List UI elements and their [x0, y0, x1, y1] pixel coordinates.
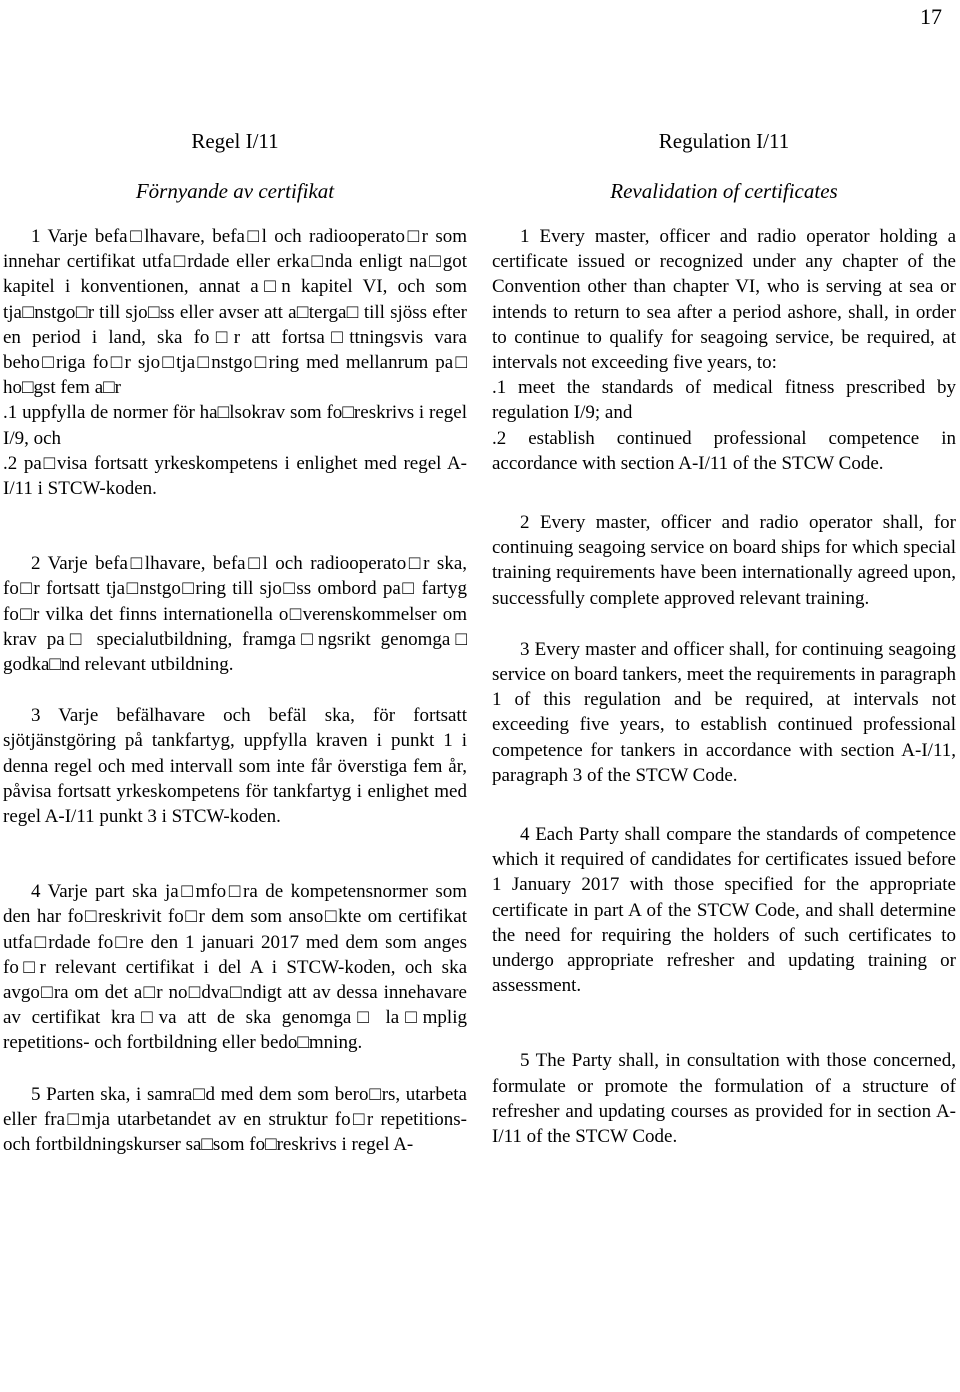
- paragraph-1-item-1-en: .1 meet the standards of medical fitness prescribed by regulation I/9; and: [492, 377, 956, 424]
- paragraph-5-en: 5 The Party shall, in consultation with those concerned, formulate or promote the formulation of a structure of refresher and updating courses as provided for in section A-I/11 of the STCW Code.: [492, 1050, 956, 1148]
- paragraph-3-en: 3 Every master and officer shall, for continuing seagoing service on board tankers, meet the requirements in paragraph 1 of this regulation and be required, at intervals not exceeding five years, to establish continued professional competence for tankers in accordance with section A-I/11, paragraph 3 of the STCW Code.: [492, 638, 956, 786]
- paragraph-1-sv: 1 Varje befa□lhavare, befa□l och radiooperato□r som innehar certifikat utfa□rdade eller erka□nda enligt na□got kapitel i konventionen, annat a□n kapitel VI, och som tja□nstgo□r till sjo□ss eller avser att a□terga□ till sjöss efter en period i land, ska fo□r att fortsa□ttningsvis vara beho□riga fo□r sjo□tja□nstgo□ring med mellanrum pa□ ho□gst fem a□r: [3, 226, 467, 399]
- paragraph-1-item-2-en: .2 establish continued professional competence in accordance with section A-I/11 of the STCW Code.: [492, 427, 956, 474]
- paragraph-2-en: 2 Every master, officer and radio operator shall, for continuing seagoing service on board ships for which special training requirements have been internationally agreed upon, successfully complete approved relevant training.: [492, 512, 956, 609]
- paragraph-4-en: 4 Each Party shall compare the standards of competence which it required of candidates for certificates issued before 1 January 2017 with those specified for the appropriate certificate in part A of the STCW Code, and shall determine the need for requiring the holders of such certificates to undergo appropriate refresher and updating training or assessment.: [492, 824, 956, 997]
- swedish-column: [3, 126, 467, 1157]
- page-number: 17: [920, 4, 942, 29]
- paragraph-1-item-1-sv: .1 uppfylla de normer för ha□lsokrav som fo□reskrivs i regel I/9, och: [3, 402, 467, 449]
- english-column: [492, 126, 956, 1149]
- paragraph-5-sv: 5 Parten ska, i samra□d med dem som bero□rs, utarbeta eller fra□mja utarbetandet av en struktur fo□r repetitions- och fortbildningskurser sa□som fo□reskrivs i regel A-: [3, 1083, 467, 1156]
- regulation-heading-sv: Regel I/11: [191, 129, 279, 153]
- paragraph-3-sv: 3 Varje befälhavare och befäl ska, för fortsatt sjötjänstgöring på tankfartyg, uppfylla kraven i punkt 1 i denna regel och med intervall som inte får överstiga fem år, påvisa fortsatt yrkeskompetens för tankfartyg i enlighet med regel A-I/11 punkt 3 i STCW-koden.: [3, 705, 467, 828]
- paragraph-1-en: 1 Every master, officer and radio operator holding a certificate issued or recognized under any chapter of the Convention other than chapter VI, who is serving at sea or intends to return to sea after a period ashore, shall, in order to continue to qualify for seagoing service, be required, at intervals not exceeding five years, to:: [492, 226, 956, 374]
- paragraph-2-sv: 2 Varje befa□lhavare, befa□l och radiooperato□r ska, fo□r fortsatt tja□nstgo□ring till sjo□ss ombord pa□ fartyg fo□r vilka det finns internationella o□verenskommelser om krav pa□ specialutbildning, framga□ngsrikt genomga□ godka□nd relevant utbildning.: [3, 553, 467, 676]
- regulation-subheading-en: Revalidation of certificates: [610, 179, 838, 203]
- regulation-heading-en: Regulation I/11: [658, 129, 790, 153]
- paragraph-1-item-2-sv: .2 pa□visa fortsatt yrkeskompetens i enlighet med regel A-I/11 i STCW-koden.: [3, 452, 467, 500]
- regulation-subheading-sv: Förnyande av certifikat: [135, 179, 335, 203]
- paragraph-4-sv: 4 Varje part ska ja□mfo□ra de kompetensnormer som den har fo□reskrivit fo□r dem som anso□kte om certifikat utfa□rdade fo□re den 1 januari 2017 med dem som anges fo□r relevant certifikat i del A i STCW-koden, och ska avgo□ra om det a□r no□dva□ndigt att av dessa innehavare av certifikat kra□va att de ska genomga□ la□mplig repetitions- och fortbildning eller bedo□mning.: [3, 881, 467, 1054]
